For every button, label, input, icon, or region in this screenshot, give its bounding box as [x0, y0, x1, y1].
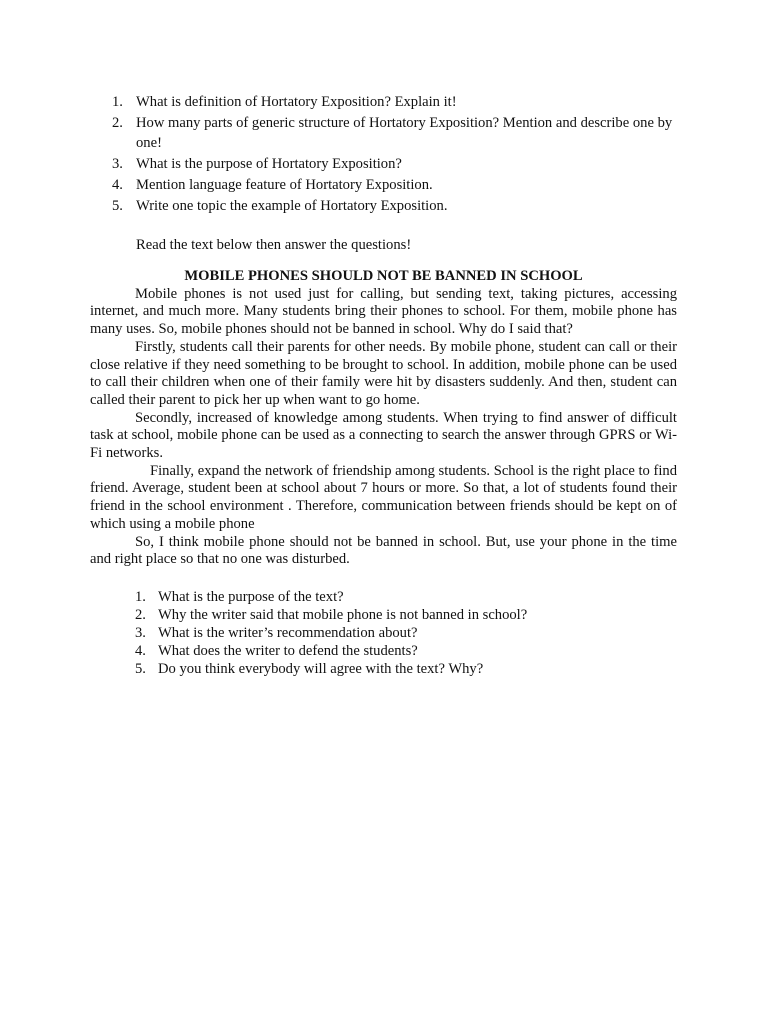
list-item-text: Mention language feature of Hortatory Exposition.	[136, 176, 433, 193]
list-item-number: 4.	[112, 176, 123, 193]
list-item-number: 1.	[135, 588, 146, 605]
list-item-text: How many parts of generic structure of Hortatory Exposition? Mention and describe one by one!	[136, 114, 673, 152]
list-item-number: 2.	[135, 606, 146, 623]
comprehension-questions-list	[90, 588, 677, 678]
list-item-number: 5.	[135, 660, 146, 677]
list-item	[90, 606, 677, 624]
list-item-number: 2.	[112, 114, 123, 131]
list-item-text: Why the writer said that mobile phone is not banned in school?	[158, 606, 528, 623]
article-paragraph: Mobile phones is not used just for calling, but sending text, taking pictures, accessing internet, and much more. Many students bring their phones to school. For them, mobile phone has many uses. So, mobile phones should not be banned in school. Why do I said that?	[90, 285, 677, 338]
article-paragraph: So, I think mobile phone should not be banned in school. But, use your phone in the time and right place so that no one was disturbed.	[90, 533, 677, 568]
list-item-number: 3.	[135, 624, 146, 641]
list-item	[90, 113, 677, 154]
list-item	[90, 196, 677, 217]
comprehension-questions	[90, 588, 677, 678]
article-paragraph: Finally, expand the network of friendship among students. School is the right place to find friend. Average, student been at school about 7 hours or more. So that, a lot of students found their friend in the school environment . Therefore, communication between friends should be kept on of which using a mobile phone	[90, 462, 677, 532]
list-item	[90, 92, 677, 113]
list-item-number: 1.	[112, 94, 123, 110]
list-item-number: 5.	[112, 197, 123, 214]
list-item-text: What is the purpose of Hortatory Exposition?	[136, 156, 402, 173]
list-item	[90, 154, 677, 175]
theory-questions-list	[90, 92, 677, 216]
list-item-text: What is the purpose of the text?	[158, 588, 344, 605]
list-item	[90, 588, 677, 606]
document-page	[90, 92, 677, 678]
list-item-text: What does the writer to defend the students?	[158, 642, 418, 659]
list-item	[90, 660, 677, 678]
list-item-text: Do you think everybody will agree with the text? Why?	[158, 660, 484, 677]
list-item-text: What is definition of Hortatory Exposition? Explain it!	[136, 94, 457, 110]
article-paragraph: Firstly, students call their parents for other needs. By mobile phone, student can call or their close relative if they need something to be brought to school. In addition, mobile phone can be used to call their children when one of their family were hit by disasters suddenly. And then, student can called their parent to pick her up when want to go home.	[90, 338, 677, 408]
list-item	[90, 175, 677, 196]
list-item-number: 3.	[112, 156, 123, 173]
article-title: MOBILE PHONES SHOULD NOT BE BANNED IN SCHOOL	[184, 268, 583, 285]
list-item	[90, 624, 677, 642]
list-item-text: What is the writer’s recommendation about?	[158, 624, 418, 641]
list-item	[90, 642, 677, 660]
article-paragraph: Secondly, increased of knowledge among students. When trying to find answer of difficult task at school, mobile phone can be used as a connecting to search the answer through GPRS or Wi-Fi networks.	[90, 409, 677, 462]
reading-instruction: Read the text below then answer the questions!	[136, 237, 412, 254]
list-item-text: Write one topic the example of Hortatory Exposition.	[136, 197, 448, 214]
list-item-number: 4.	[135, 642, 146, 659]
